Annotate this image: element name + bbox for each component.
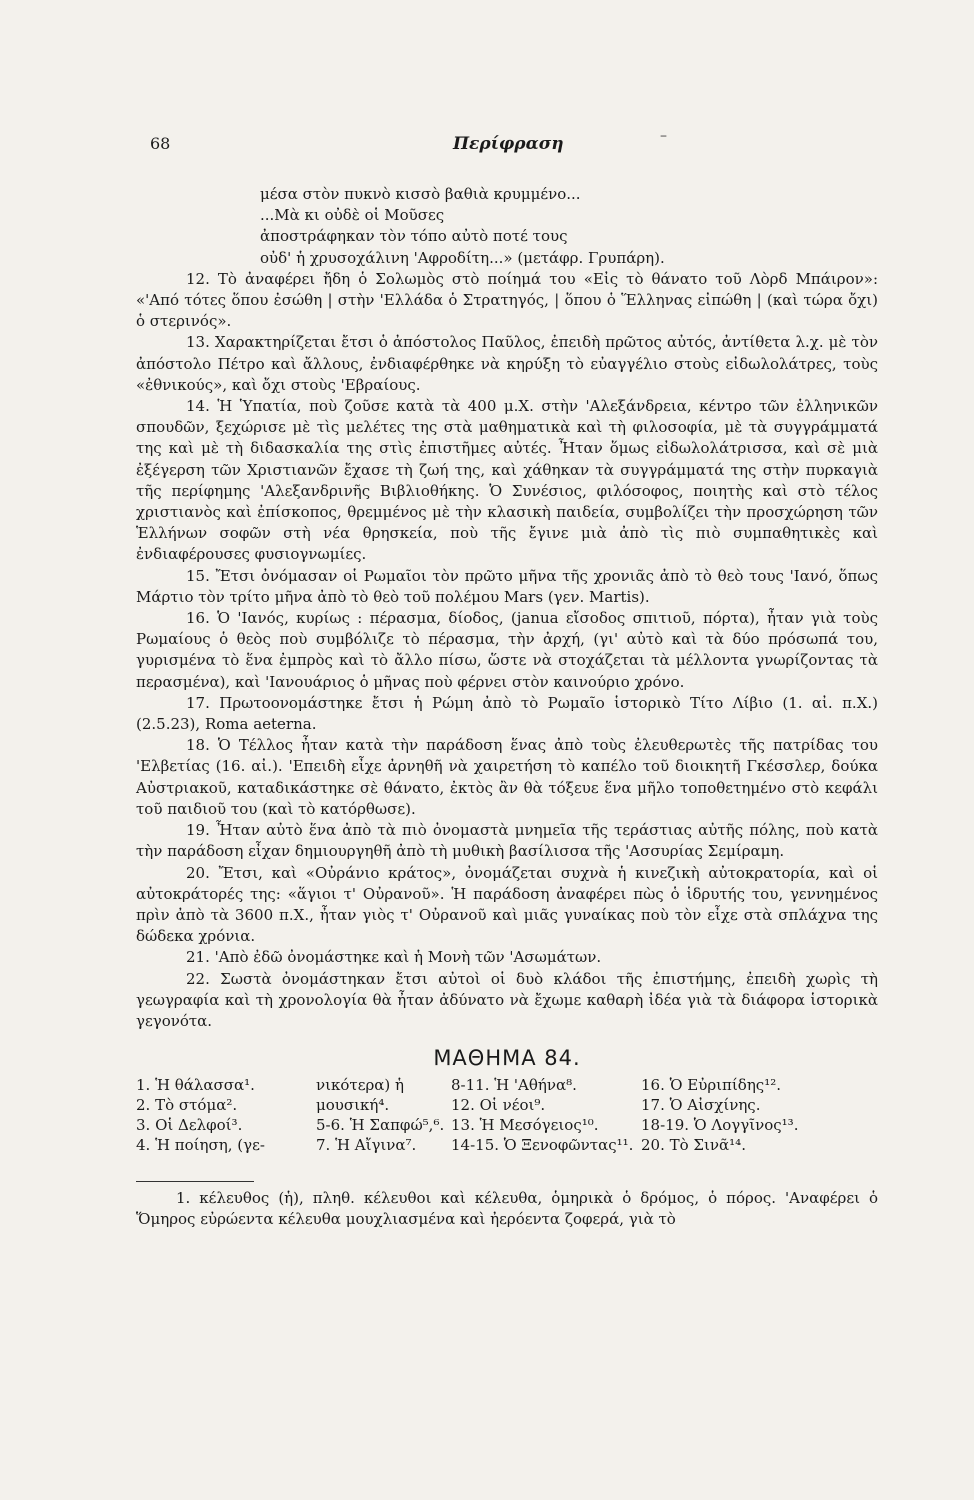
note-22: 22. Σωστὰ ὀνομάστηκαν ἔτσι αὐτοὶ οἱ δυὸ κλάδοι τῆς ἐπιστήμης, ἐπειδὴ χωρὶς τὴ γεωγραφία καὶ τὴ χρονολογία θὰ ἦταν ἀδύνατο νὰ ἔχωμε καθαρὴ ἰδέα γιὰ τὰ διάφορα ἱστορικὰ γεγονότα.	[136, 969, 878, 1030]
note-14: 14. Ἡ Ὑπατία, ποὺ ζοῦσε κατὰ τὰ 400 μ.Χ. στὴν 'Αλεξάνδρεια, κέντρο τῶν ἑλληνικῶν σπουδῶν, ξεχώρισε μὲ τὶς μελέτες της στὰ μαθηματικὰ καὶ τὴ φιλοσοφία, μὲ τὰ συγγράμματά της καὶ μὲ τὴ διδασκαλία της στὶς ἐπιστῆμες αὐτές. Ἦταν ὅμως εἰδωλολάτρισσα, καὶ σὲ μιὰ ἐξέγερση τῶν Χριστιανῶν ἔχασε τὴ ζωή της, καὶ χάθηκαν τὰ συγγράμματά της στὴν πυρκαγιὰ τῆς περίφημης 'Αλεξανδρινῆς Βιβλιοθήκης. Ὁ Συνέσιος, φιλόσοφος, ποιητὴς καὶ στὸ τέλος χριστιανὸς καὶ ἐπίσκοπος, θρεμμένος μὲ τὴν κλασικὴ παιδεία, συμβολίζει τὴν προσχώρηση τῶν Ἑλλήνων σοφῶν στὴ νέα θρησκεία, ποὺ τῆς ἔγινε μιὰ ἀπὸ τὶς πιὸ συμπαθητικὲς καὶ ἐνδιαφέρουσες φυσιογνωμίες.	[136, 397, 878, 564]
vocab-list	[136, 1075, 878, 1155]
footnote-1: 1. κέλευθος (ἡ), πληθ. κέλευθοι καὶ κέλευθα, ὁμηρικὰ ὁ δρόμος, ὁ πόρος. 'Αναφέρει ὁ Ὅμηρος εὐρώεντα κέλευθα μουχλιασμένα καὶ ἠερόεντα ζοφερά, γιὰ τὸ	[136, 1189, 878, 1229]
poem-line: ἀποστράφηκαν τὸν τόπο αὐτὸ ποτέ τους	[260, 227, 568, 246]
vocab-item: μουσική⁴.	[316, 1096, 390, 1115]
vocab-item: νικότερα) ἡ	[316, 1076, 405, 1095]
note-18: 18. Ὁ Τέλλος ἦταν κατὰ τὴν παράδοση ἕνας ἀπὸ τοὺς ἐλευθερωτὲς τῆς πατρίδας του 'Ελβετίας (16. αἰ.). 'Επειδὴ εἶχε ἀρνηθῆ νὰ χαιρετήση τὸ καπέλο τοῦ διοικητῆ Γκέσσλερ, δούκα Αὐστριακοῦ, καταδικάστηκε σὲ θάνατο, ἐκτὸς ἂν θὰ τόξευε ἕνα μῆλο τοποθετημένο στὸ κεφάλι τοῦ παιδιοῦ του (καὶ τὸ κατόρθωσε).	[136, 736, 878, 818]
text-body	[136, 184, 878, 1230]
footnote-divider	[136, 1181, 254, 1182]
vocab-item: 1. Ἡ θάλασσα¹.	[136, 1076, 255, 1095]
mark: –	[660, 128, 667, 144]
vocab-item: 18-19. Ὁ Λογγῖνος¹³.	[641, 1116, 799, 1135]
vocab-item: 12. Οἱ νέοι⁹.	[451, 1096, 546, 1115]
note-17: 17. Πρωτοονομάστηκε ἔτσι ἡ Ρώμη ἀπὸ τὸ Ρωμαῖο ἱστορικὸ Τίτο Λίβιο (1. αἰ. π.Χ.) (2.5.23), Roma aeterna.	[136, 693, 878, 734]
note-15: 15. Ἔτσι ὀνόμασαν οἱ Ρωμαῖοι τὸν πρῶτο μῆνα τῆς χρονιᾶς ἀπὸ τὸ θεὸ τους 'Ιανό, ὅπως Μάρτιο τὸν τρίτο μῆνα ἀπὸ τὸ θεὸ τοῦ πολέμου Mars (γεν. Martis).	[136, 566, 878, 606]
footnotes	[136, 1188, 878, 1230]
vocab-item: 3. Οἱ Δελφοί³.	[136, 1116, 243, 1135]
note-19: 19. Ἦταν αὐτὸ ἕνα ἀπὸ τὰ πιὸ ὀνομαστὰ μνημεῖα τῆς τεράστιας αὐτῆς πόλης, ποὺ κατὰ τὴν παράδοση εἶχαν δημιουργηθῆ ἀπὸ τὴ μυθικὴ βασίλισσα τῆς 'Ασσυρίας Σεμίραμη.	[136, 821, 878, 861]
vocab-item: 20. Τὸ Σινᾶ¹⁴.	[641, 1136, 746, 1155]
poem-line: μέσα στὸν πυκνὸ κισσὸ βαθιὰ κρυμμένο...	[260, 185, 581, 203]
vocab-item: 14-15. Ὁ Ξενοφῶντας¹¹.	[451, 1136, 634, 1155]
note-21: 21. 'Απὸ ἐδῶ ὀνομάστηκε καὶ ἡ Μονὴ τῶν 'Ασωμάτων.	[186, 948, 602, 967]
page-number: 68	[150, 134, 171, 153]
vocab-item: 8-11. Ἡ 'Αθήνα⁸.	[451, 1076, 577, 1095]
lesson-title: ΜΑΘΗΜΑ 84.	[433, 1046, 581, 1071]
note-20: 20. Ἔτσι, καὶ «Οὐράνιο κράτος», ὀνομάζεται συχνὰ ἡ κινεζικὴ αὐτοκρατορία, καὶ οἱ αὐτοκράτορές της: «ἅγιοι τ' Οὐρανοῦ». Ἡ παράδοση ἀναφέρει πὼς ὁ ἱδρυτής του, γεννημένος πρὶν ἀπὸ τὰ 3600 π.Χ., ἦταν γιὸς τ' Οὐρανοῦ καὶ μιᾶς γυναίκας ποὺ τὸν εἶχε στὰ σπλάχνα της δώδεκα χρόνια.	[136, 863, 878, 946]
note-16: 16. Ὁ 'Ιανός, κυρίως : πέρασμα, δίοδος, (janua εἴσοδος σπιτιοῦ, πόρτα), ἦταν γιὰ τοὺς Ρωμαίους ὁ θεὸς ποὺ συμβόλιζε τὸ πέρασμα, τὴν ἀρχή, (γι' αὐτὸ καὶ τὰ δύο πρόσωπά του, γυρισμένα τὸ ἕνα ἐμπρὸς καὶ τὸ ἄλλο πίσω, ὥστε νὰ στοχάζεται τὰ μέλλοντα γνωρίζοντας τὰ περασμένα), καὶ 'Ιανουάριος ὁ μῆνας ποὺ φέρνει στὸν καινούριο χρόνο.	[136, 609, 878, 691]
vocab-item: 7. Ἡ Αἴγινα⁷.	[316, 1136, 417, 1155]
running-title: Περίφραση	[453, 134, 564, 154]
poem-line: οὐδ' ἡ χρυσοχάλινη 'Αφροδίτη...» (μετάφρ. Γρυπάρη).	[260, 248, 665, 267]
vocab-item: 13. Ἡ Μεσόγειος¹⁰.	[451, 1116, 599, 1135]
vocab-item: 5-6. Ἡ Σαπφώ⁵,⁶.	[316, 1116, 445, 1135]
note-12: 12. Τὸ ἀναφέρει ἤδη ὁ Σολωμὸς στὸ ποίημά του «Εἰς τὸ θάνατο τοῦ Λὸρδ Μπάιρον»: «'Από τότες ὅπου ἐσώθη | στὴν 'Ελλάδα ὁ Στρατηγός, | ὅπου ὁ Ἕλληνας εἰπώθη | (καὶ τώρα ὄχι) ὁ στερινός».	[136, 269, 878, 331]
poem-line: ...Μὰ κι οὐδὲ οἱ Μοῦσες	[260, 206, 445, 225]
poem-quote	[136, 184, 878, 269]
vocab-item: 17. Ὁ Αἰσχίνης.	[641, 1096, 761, 1115]
note-13: 13. Χαρακτηρίζεται ἔτσι ὁ ἀπόστολος Παῦλος, ἐπειδὴ πρῶτος αὐτός, ἀντίθετα λ.χ. μὲ τὸν ἀπόστολο Πέτρο καὶ ἄλλους, ἐνδιαφέρθηκε νὰ κηρύξη τὸ εὐαγγέλιο στοὺς εἰδωλολάτρες, τοὺς «ἐθνικούς», καὶ ὄχι στοὺς 'Εβραίους.	[136, 333, 878, 394]
vocab-item: 2. Τὸ στόμα².	[136, 1096, 238, 1115]
vocab-item: 4. Ἡ ποίηση, (γε-	[136, 1136, 265, 1155]
vocab-item: 16. Ὁ Εὐριπίδης¹².	[641, 1076, 782, 1095]
